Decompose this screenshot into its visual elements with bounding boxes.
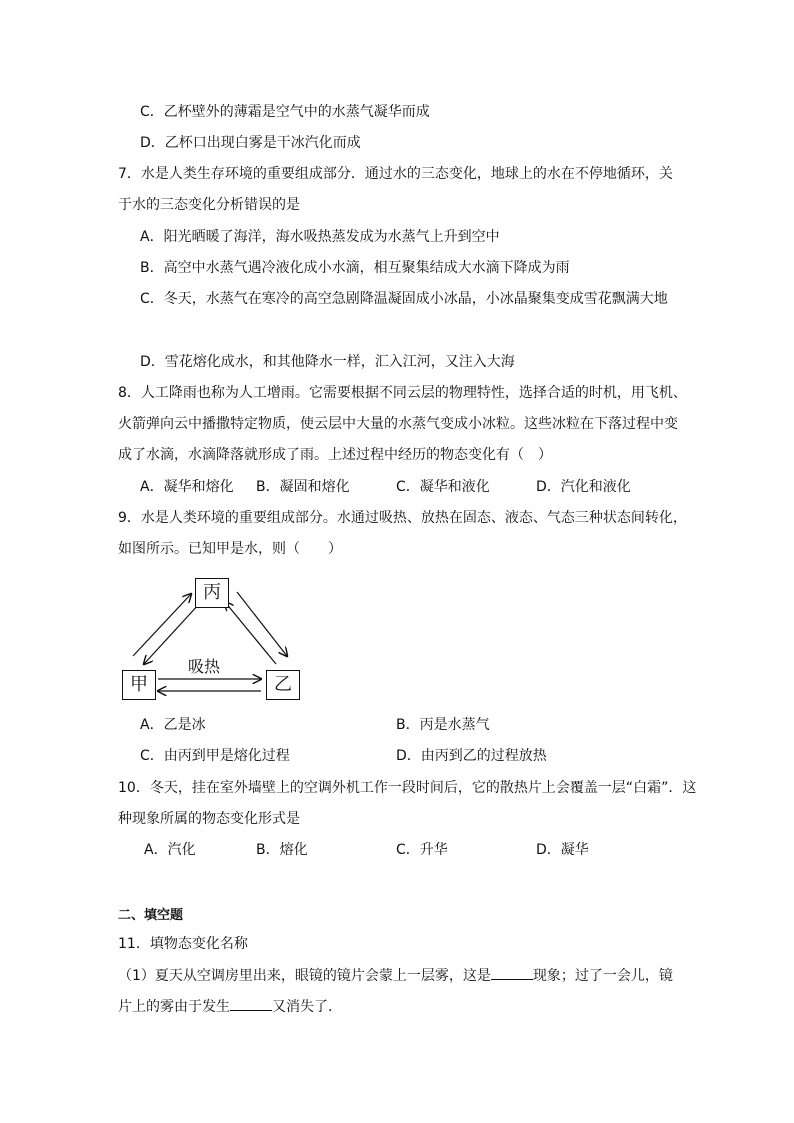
q8-option-b: B．凝固和熔化 bbox=[256, 479, 350, 495]
q11-stem: 11．填物态变化名称 bbox=[118, 936, 248, 952]
q11-blank-1[interactable] bbox=[491, 965, 533, 980]
q8-option-d: D．汽化和液化 bbox=[536, 479, 631, 495]
q7-stem-line1: 7．水是人类生存环境的重要组成部分．通过水的三态变化，地球上的水在不停地循环，关 bbox=[118, 166, 673, 182]
q6-option-d: D．乙杯口出现白雾是干冰汽化而成 bbox=[140, 135, 361, 151]
q11-part1-line2 bbox=[118, 996, 342, 1017]
q8-stem-line2: 火箭弹向云中播撒特定物质，使云层中大量的水蒸气变成小冰粒。这些冰粒在下落过程中变 bbox=[118, 416, 678, 432]
arrow-jia-to-bing bbox=[133, 594, 191, 656]
q11-part1-text-b: 现象；过了一会儿，镜 bbox=[532, 968, 673, 984]
state-change-diagram bbox=[118, 576, 308, 704]
q8-option-a: A．凝华和熔化 bbox=[140, 479, 234, 495]
q11-part1-text-c: 片上的雾由于发生 bbox=[118, 999, 230, 1015]
q10-stem-line2: 种现象所属的物态变化形式是 bbox=[118, 811, 300, 827]
q10-option-d: D．凝华 bbox=[536, 842, 589, 858]
q10-option-b: B．熔化 bbox=[256, 842, 308, 858]
section-title-fill-in: 二、填空题 bbox=[118, 908, 184, 923]
q7-stem-line2: 于水的三态变化分析错误的是 bbox=[118, 197, 300, 213]
q11-part1-line1 bbox=[118, 965, 673, 986]
diagram-arrow-label: 吸热 bbox=[188, 657, 221, 676]
q7-option-a: A．阳光晒暖了海洋，海水吸热蒸发成为水蒸气上升到空中 bbox=[140, 229, 500, 245]
q9-option-d: D．由丙到乙的过程放热 bbox=[396, 748, 547, 764]
q10-option-a: A．汽化 bbox=[144, 842, 196, 858]
q10-option-c: C．升华 bbox=[396, 842, 448, 858]
q8-option-c: C．凝华和液化 bbox=[396, 479, 490, 495]
diagram-node-jia: 甲 bbox=[122, 670, 156, 700]
q9-stem-line2: 如图所示。已知甲是水，则（ ） bbox=[118, 541, 342, 557]
q11-part1-text-d: 又消失了． bbox=[272, 999, 342, 1015]
q7-option-b: B．高空中水蒸气遇冷液化成小水滴，相互聚集结成大水滴下降成为雨 bbox=[140, 260, 570, 276]
q9-option-a: A．乙是冰 bbox=[140, 717, 206, 733]
q7-option-c: C．冬天，水蒸气在寒冷的高空急剧降温凝固成小冰晶，小冰晶聚集变成雪花飘满大地 bbox=[140, 291, 668, 307]
q9-option-c: C．由丙到甲是熔化过程 bbox=[140, 748, 290, 764]
q9-stem-line1: 9．水是人类环境的重要组成部分。水通过吸热、放热在固态、液态、气态三种状态间转化， bbox=[118, 510, 687, 526]
q9-option-b: B．丙是水蒸气 bbox=[396, 717, 490, 733]
q10-stem-line1: 10．冬天，挂在室外墙壁上的空调外机工作一段时间后，它的散热片上会覆盖一层“白霜”．这 bbox=[118, 780, 697, 796]
q11-blank-2[interactable] bbox=[230, 996, 272, 1011]
diagram-node-yi: 乙 bbox=[266, 670, 300, 700]
q11-part1-text-a: （1）夏天从空调房里出来，眼镜的镜片会蒙上一层雾，这是 bbox=[118, 968, 491, 984]
diagram-node-bing: 丙 bbox=[195, 578, 229, 608]
q8-stem-line1: 8．人工降雨也称为人工增雨。它需要根据不同云层的物理特性，选择合适的时机，用飞机、 bbox=[118, 385, 687, 401]
q8-stem-line3: 成了水滴，水滴降落就形成了雨。上述过程中经历的物态变化有（ ） bbox=[118, 447, 552, 463]
q6-option-c: C．乙杯壁外的薄霜是空气中的水蒸气凝华而成 bbox=[140, 104, 430, 120]
q7-option-d: D．雪花熔化成水，和其他降水一样，汇入江河，又注入大海 bbox=[140, 354, 515, 370]
